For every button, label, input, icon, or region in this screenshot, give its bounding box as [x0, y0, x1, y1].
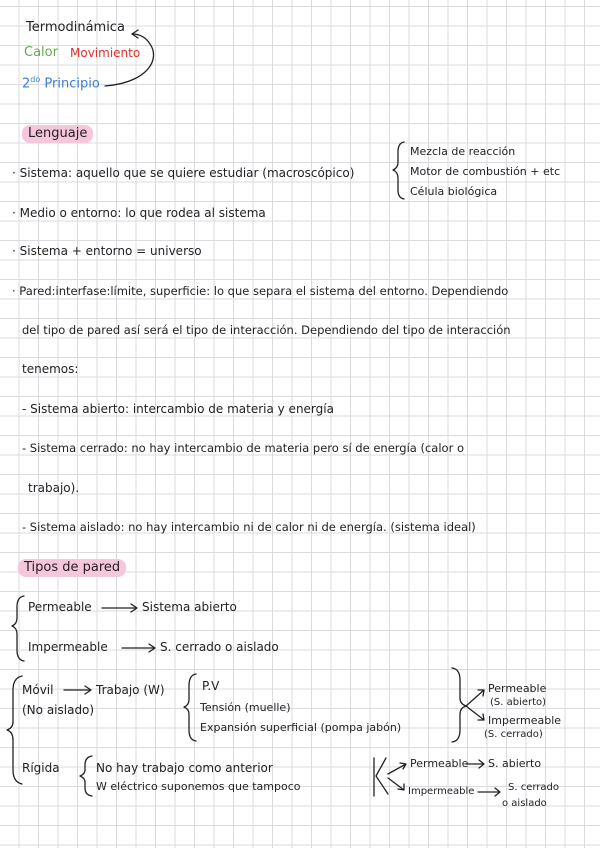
heading-tipos-pared: Tipos de pared — [18, 559, 126, 577]
text-pared-2: del tipo de pared así será el tipo de interacción. Dependiendo del tipo de interacción — [22, 323, 511, 337]
brace-movil-rigida — [7, 676, 22, 784]
label-impermeable-result: S. cerrado o aislado — [160, 640, 279, 654]
label-movil: Móvil — [22, 683, 54, 697]
label-impermeable: Impermeable — [28, 640, 108, 654]
arrow-w-impermeable — [466, 706, 484, 720]
w-item-pv: P.V — [202, 679, 220, 693]
arrow-movil — [64, 686, 91, 694]
rigida-impermeable-result-1: S. cerrado — [508, 782, 559, 793]
example-motor: Motor de combustión + etc — [410, 165, 561, 178]
rigida-line-2: W eléctrico suponemos que tampoco — [96, 780, 301, 793]
text-universo: · Sistema + entorno = universo — [12, 244, 202, 258]
label-rigida: Rígida — [22, 761, 60, 775]
rigida-permeable: Permeable — [410, 757, 469, 770]
arrow-impermeable — [122, 644, 155, 652]
label-permeable-result: Sistema abierto — [142, 600, 237, 614]
title-termodinamica: Termodinámica — [26, 20, 125, 35]
rigida-impermeable-result-2: o aislado — [502, 798, 547, 809]
heading-lenguaje: Lenguaje — [22, 125, 93, 143]
arrow-rigida-imp-res — [478, 788, 500, 796]
w-permeable: Permeable — [488, 682, 547, 695]
rigida-permeable-result: S. abierto — [488, 757, 542, 770]
w-item-expansion: Expansión superficial (pompa jabón) — [200, 721, 402, 734]
header-arrowhead — [132, 30, 138, 38]
arrow-w-permeable — [466, 690, 484, 706]
bracket-w-right — [452, 668, 466, 742]
arrow-rigida-permeable — [388, 763, 406, 774]
text-cerrado-2: trabajo). — [28, 481, 80, 495]
text-cerrado-1: - Sistema cerrado: no hay intercambio de materia pero sí de energía (calor o — [22, 441, 464, 455]
text-pared-1: · Pared:interfase:límite, superficie: lo que separa el sistema del entorno. Dependiendo — [12, 284, 509, 298]
w-impermeable-result: (S. cerrado) — [484, 729, 543, 740]
principio-superscript: do — [30, 75, 41, 84]
text-medio: · Medio o entorno: lo que rodea al sistema — [12, 206, 266, 220]
label-permeable: Permeable — [28, 600, 92, 614]
principio-number: 2 — [22, 76, 31, 92]
rigida-impermeable: Impermeable — [408, 786, 475, 797]
principio-text: Principio — [44, 76, 100, 92]
label-movimiento: Movimiento — [70, 46, 141, 60]
w-item-tension: Tensión (muelle) — [200, 701, 291, 714]
rigida-line-1: No hay trabajo como anterior — [96, 761, 273, 775]
text-abierto: - Sistema abierto: intercambio de materia y energía — [22, 402, 334, 416]
example-mezcla: Mezcla de reacción — [410, 145, 516, 158]
example-celula: Célula biológica — [410, 185, 498, 198]
label-principio — [22, 72, 100, 92]
label-trabajo: Trabajo (W) — [96, 683, 165, 697]
bracket-rigida-arms — [376, 758, 388, 794]
label-no-aislado: (No aislado) — [22, 703, 95, 717]
brace-rigida — [80, 756, 92, 796]
arrow-rigida-impermeable — [388, 778, 404, 790]
arrow-permeable — [102, 604, 137, 612]
brace-tipos — [12, 596, 24, 661]
text-aislado: - Sistema aislado: no hay intercambio ni de calor ni de energía. (sistema ideal) — [22, 520, 476, 534]
arrow-rigida-perm-res — [466, 760, 484, 768]
brace-examples — [393, 142, 404, 199]
label-calor: Calor — [24, 45, 58, 60]
w-impermeable: Impermeable — [488, 714, 562, 727]
text-sistema: · Sistema: aquello que se quiere estudiar (macroscópico) — [12, 166, 355, 180]
brace-w-items — [184, 674, 196, 741]
text-pared-3: tenemos: — [22, 362, 79, 376]
w-permeable-result: (S. abierto) — [490, 697, 547, 708]
